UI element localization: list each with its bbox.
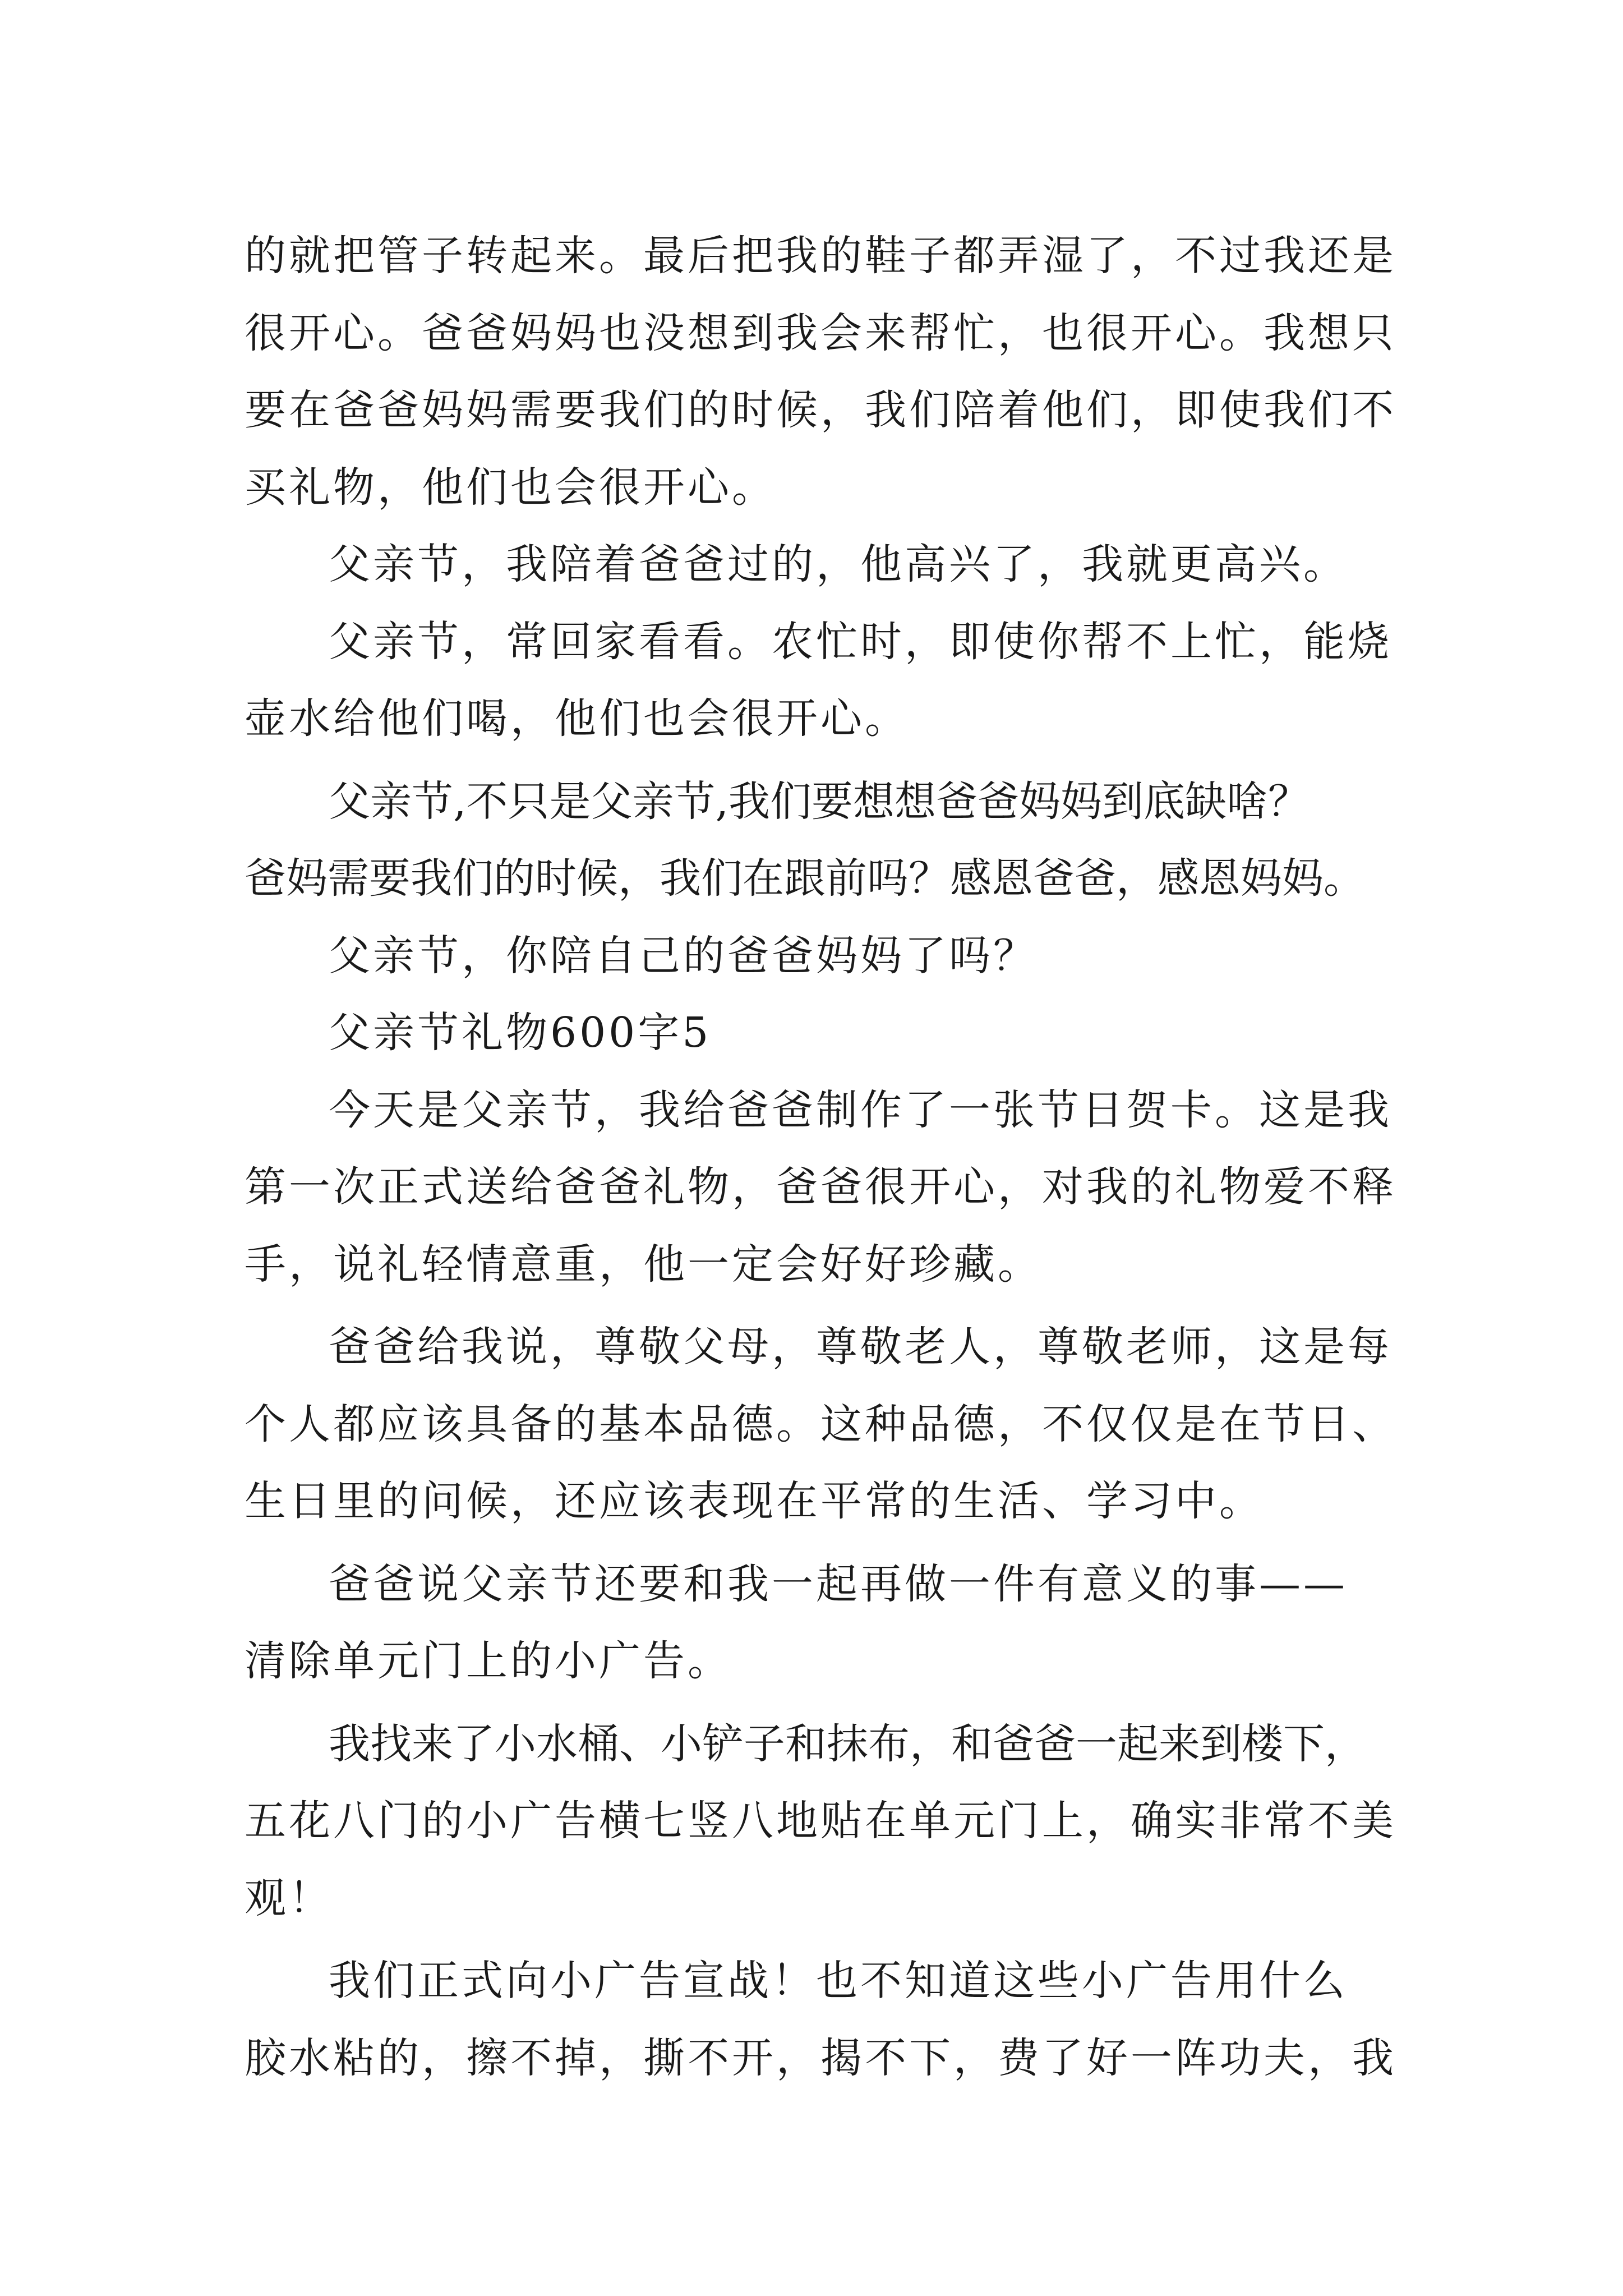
paragraph-start-line: 我们正式向小广告宣战！也不知道这些小广告用什么 [329, 1957, 1348, 2005]
paragraph-start-line: 爸爸说父亲节还要和我一起再做一件有意义的事—— [329, 1559, 1348, 1608]
paragraph-start-line: 父亲节，我陪着爸爸过的，他高兴了，我就更高兴。 [329, 540, 1348, 588]
paragraph-start-line: 父亲节,不只是父亲节,我们要想想爸爸妈妈到底缺啥？ [329, 777, 1310, 826]
text-line: 第一次正式送给爸爸礼物，爸爸很开心，对我的礼物爱不释 [245, 1163, 1396, 1211]
paragraph-start-line: 父亲节，常回家看看。农忙时，即使你帮不上忙，能烧 [329, 617, 1392, 666]
paragraph-start-line: 爸爸给我说，尊敬父母，尊敬老人，尊敬老师，这是每 [329, 1323, 1392, 1371]
text-line: 清除单元门上的小广告。 [245, 1637, 732, 1685]
paragraph-start-line: 父亲节，你陪自己的爸爸妈妈了吗？ [329, 931, 1038, 980]
text-line: 五花八门的小广告横七竖八地贴在单元门上，确实非常不美 [245, 1797, 1396, 1845]
text-line: 很开心。爸爸妈妈也没想到我会来帮忙，也很开心。我想只 [245, 309, 1396, 357]
text-line: 个人都应该具备的基本品德。这种品德，不仅仅是在节日、 [245, 1400, 1396, 1448]
text-line: 爸妈需要我们的时候，我们在跟前吗？感恩爸爸，感恩妈妈。 [245, 854, 1365, 903]
text-line: 手，说礼轻情意重，他一定会好好珍藏。 [245, 1240, 1042, 1289]
text-line: 要在爸爸妈妈需要我们的时候，我们陪着他们，即使我们不 [245, 386, 1396, 434]
text-line: 的就把管子转起来。最后把我的鞋子都弄湿了，不过我还是 [245, 232, 1396, 280]
text-line: 壶水给他们喝，他们也会很开心。 [245, 694, 909, 743]
text-line: 生日里的问候，还应该表现在平常的生活、学习中。 [245, 1477, 1264, 1525]
body-text [245, 218, 1396, 2097]
text-line: 观！ [245, 1874, 333, 1922]
paragraph-start-line: 今天是父亲节，我给爸爸制作了一张节日贺卡。这是我 [329, 1085, 1392, 1134]
text-line: 买礼物，他们也会很开心。 [245, 463, 776, 512]
section-heading: 父亲节礼物600字5 [329, 1009, 712, 1057]
text-line: 胶水粘的，擦不掉，撕不开，揭不下，费了好一阵功夫，我 [245, 2033, 1396, 2082]
paragraph-start-line: 我找来了小水桶、小铲子和抹布，和爸爸一起来到楼下， [329, 1719, 1366, 1768]
